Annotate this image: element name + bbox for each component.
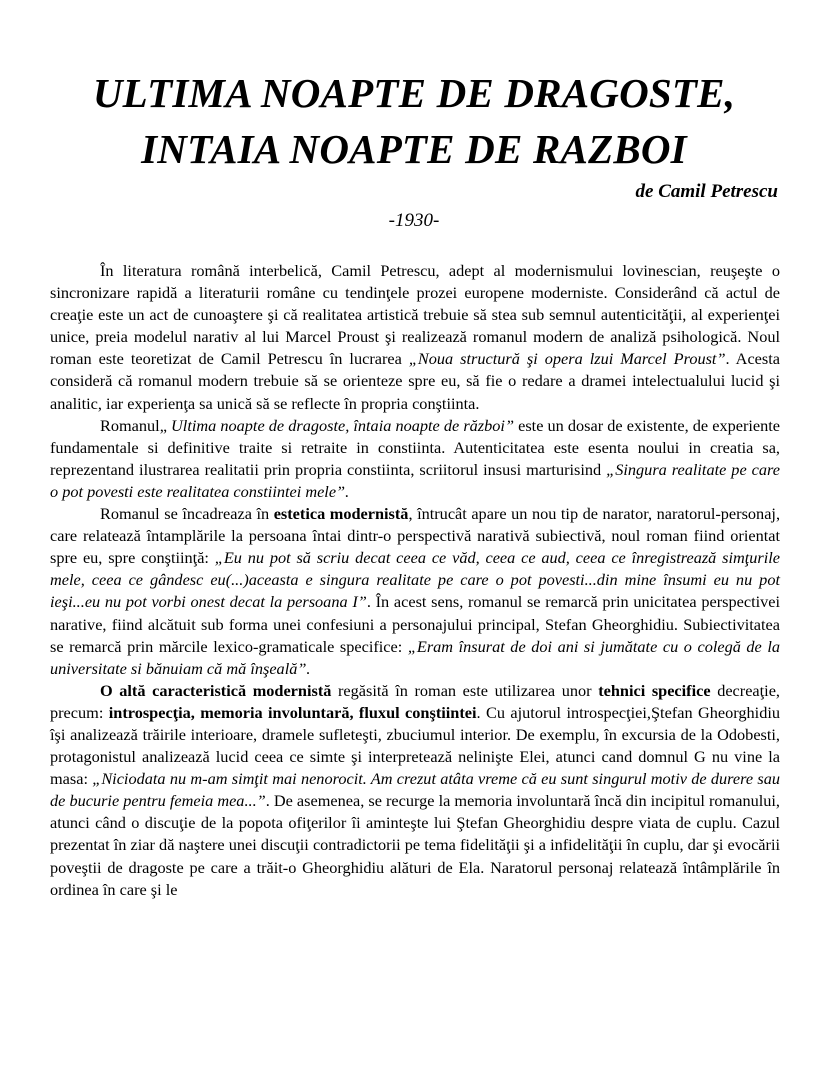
paragraph-4 (50, 680, 780, 901)
text-run: este un dosar de existente, de experiente fundamentale si definitive traite si retraite in constiinta. Autenticitatea este esenta noului in creatia sa, reprezentand ilustrarea realitatii prin propria constiinta, scriitorul insusi marturisind (50, 415, 781, 479)
text-run: estetica modernistă (273, 504, 409, 524)
text-run: introspecţia, memoria involuntară, fluxul conştiintei (108, 702, 477, 722)
text-run: . De asemenea, se recurge la memoria involuntară încă din incipitul romanului, atunci când o discuţie de la popota ofiţerilor îi aminteşte lui Ştefan Gheorghidiu despre viata de cuplu. Cazul prezentat în ziar dă naştere unei discuţii contradictorii pe tema fidelităţii şi a infidelităţii în cuplu, dar şi evocării poveştii de dragoste pe care a trăit-o Gheorghidiu alături de Ela. Naratorul personaj relatează întâmplările în ordinea în care şi le (50, 791, 780, 899)
text-run: Romanul„ (100, 415, 172, 435)
text-run: tehnici specifice (598, 680, 711, 700)
text-run: „Noua structură şi opera lzui Marcel Proust” (408, 349, 726, 369)
text-run: „Eu nu pot să scriu decat ceea ce văd, ceea ce aud, ceea ce înregistrează simţurile mele, ceea ce gândesc eu(...)aceasta e singura realitate pe care o pot povesti...din mine însumi eu nu pot ieşi...eu nu pot vorbi onest decat la persoana I” (50, 548, 781, 612)
publication-year: -1930- (388, 210, 440, 231)
text-run: decreaţie, precum: (50, 680, 781, 722)
text-run: Ultima noapte de dragoste, întaia noapte de război” (171, 415, 515, 435)
paragraph-2 (50, 415, 780, 503)
paragraph-1 (50, 260, 780, 415)
text-run: . Cu ajutorul introspecţiei,Ştefan Gheorghidiu îşi analizează trăirile interioare, dramele sufleteşti, zbuciumul interior. De exemplu, în excursia de la Odobesti, protagonistul analizează lucid ceea ce simte şi interpretează nelinişte Elei, atunci cand domnul G nu vine la masa: (50, 702, 780, 789)
text-run: „Niciodata nu m-am simţit mai nenorocit. Am crezut atâta vreme că eu sunt singurul motiv de durere sau de bucurie pentru femeia mea...” (50, 769, 780, 811)
title-line-1: ULTIMA NOAPTE DE DRAGOSTE, (92, 70, 736, 116)
text-run: „Eram însurat de doi ani si jumătate cu o colegă de la universitate si bănuiam că mă înşeală”. (50, 636, 780, 678)
title-line-2: INTAIA NOAPTE DE RAZBOI (141, 126, 687, 172)
text-run: Romanul se încadreaza în (100, 504, 274, 524)
text-run: . Acesta consideră că romanul modern trebuie să se orienteze spre eu, să fie o redare a dramei intelectualului lucid şi analitic, iar experienţa sa unică să se reflecte în propria conştiinta. (50, 349, 780, 413)
text-run: În literatura română interbelică, Camil Petrescu, adept al modernismului lovinescian, reuşeşte o sincronizare rapidă a literaturii române cu tendinţele prozei europene moderniste. Considerând că actul de creaţie este un act de cunoaştere şi că realitatea artistică trebuie să stea sub semnul autenticităţii, al experienţei unice, preia modelul narativ al lui Marcel Proust şi realizează romanul modern de analiză psihologică. Noul roman este teoretizat de Camil Petrescu în lucrarea (50, 261, 780, 369)
text-run: O altă caracteristică modernistă (100, 680, 332, 700)
text-run: „Singura realitate pe care o pot povesti este realitatea constiintei mele”. (50, 459, 780, 501)
essay-body (50, 260, 780, 901)
paragraph-3 (50, 503, 780, 680)
text-run: regăsită în roman este utilizarea unor (331, 680, 599, 700)
author-byline: de Camil Petrescu (635, 181, 778, 202)
text-run: . În acest sens, romanul se remarcă prin unicitatea perspectivei narative, fiind alcătuit sub forma unei confesiuni a personajului principal, Stefan Gheorghidiu. Subiectivitatea se remarcă prin mărcile lexico-gramaticale specifice: (50, 592, 781, 656)
text-run: , întrucât apare un nou tip de narator, naratorul-personaj, care relatează întamplările la persoana întai dintr-o perspectivă narativă subiectivă, noul roman fiind orientat spre eu, spre conştiinţă: (50, 504, 781, 568)
